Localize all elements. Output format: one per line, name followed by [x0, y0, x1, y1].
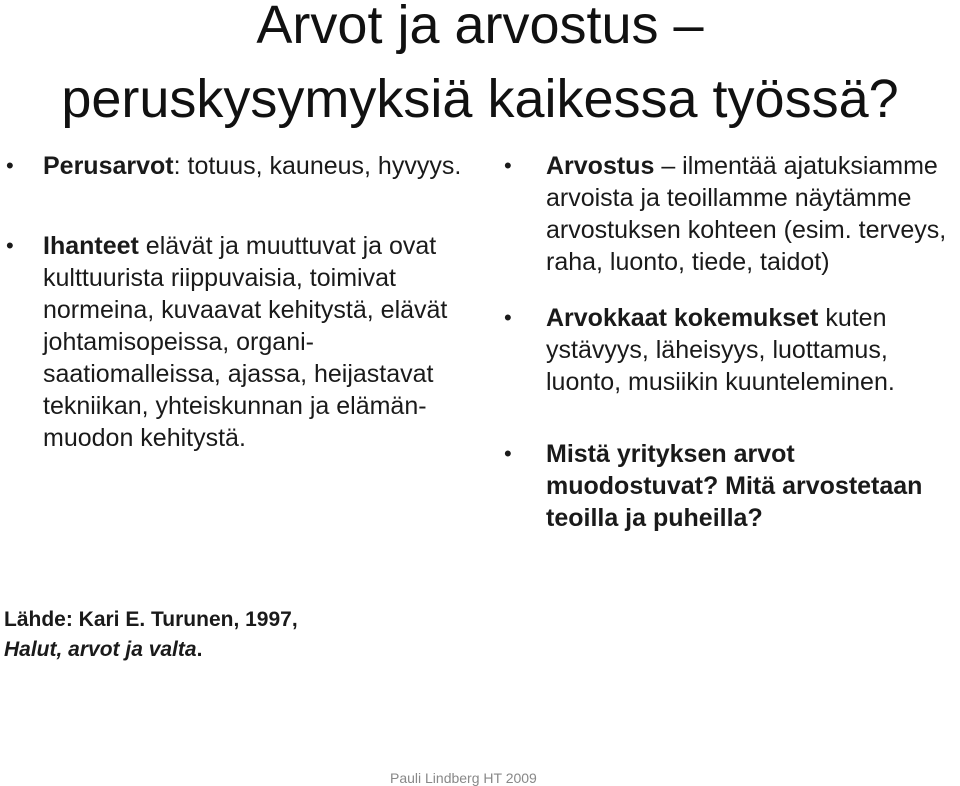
item-term: Mistä yrityksen arvot muodostuvat? Mitä arvostetaan teoilla ja puheilla? [546, 440, 923, 532]
title-line-1: Arvot ja arvostus – [256, 0, 704, 55]
bullet-icon: • [504, 441, 512, 466]
source-period: . [196, 638, 203, 661]
bullet-icon: • [504, 305, 512, 330]
right-column [498, 150, 960, 534]
item-text: – ilmentää ajatuksiamme arvoista ja teoillamme näytämme arvostuksen kohteen (esim. terveys, raha, luonto, tiede, taidot) [546, 152, 947, 276]
item-term: Arvostus [546, 152, 655, 180]
bullet-icon: • [504, 153, 512, 178]
source-book-title: Halut, arvot ja valta [4, 638, 197, 661]
item-term: Ihanteet [43, 232, 139, 260]
source-line-1: Lähde: Kari E. Turunen, 1997, [4, 608, 298, 631]
bullet-item-arvostus [498, 150, 960, 278]
item-term: Perusarvot [43, 152, 174, 180]
bullet-item-question [498, 438, 960, 534]
source-citation [4, 605, 298, 665]
item-text: kuten ystävyys, läheisyys, luottamus, luonto, musiikin kuunteleminen. [546, 304, 895, 396]
bullet-icon: • [6, 153, 14, 178]
bullet-item-perusarvot [0, 150, 470, 182]
bullet-icon: • [6, 233, 14, 258]
item-text: : totuus, kauneus, hyvyys. [173, 152, 462, 180]
title-line-2: peruskysymyksiä kaikessa työssä? [61, 69, 899, 129]
left-column [0, 150, 470, 454]
item-text: elävät ja muuttuvat ja ovat kulttuurista riippuvaisia, toimivat normeina, kuvaavat kehitystä, elävät johtamisopeissa, organi-saatiomalleissa, ajassa, heijastavat tekniikan, yhteiskunnan ja elämän-muodon kehitystä. [43, 232, 448, 452]
item-term: Arvokkaat kokemukset [546, 304, 819, 332]
bullet-item-arvokkaat-kokemukset [498, 302, 960, 398]
slide-title [0, 0, 960, 136]
bullet-item-ihanteet [0, 230, 470, 454]
slide-footer: Pauli Lindberg HT 2009 [390, 770, 537, 786]
